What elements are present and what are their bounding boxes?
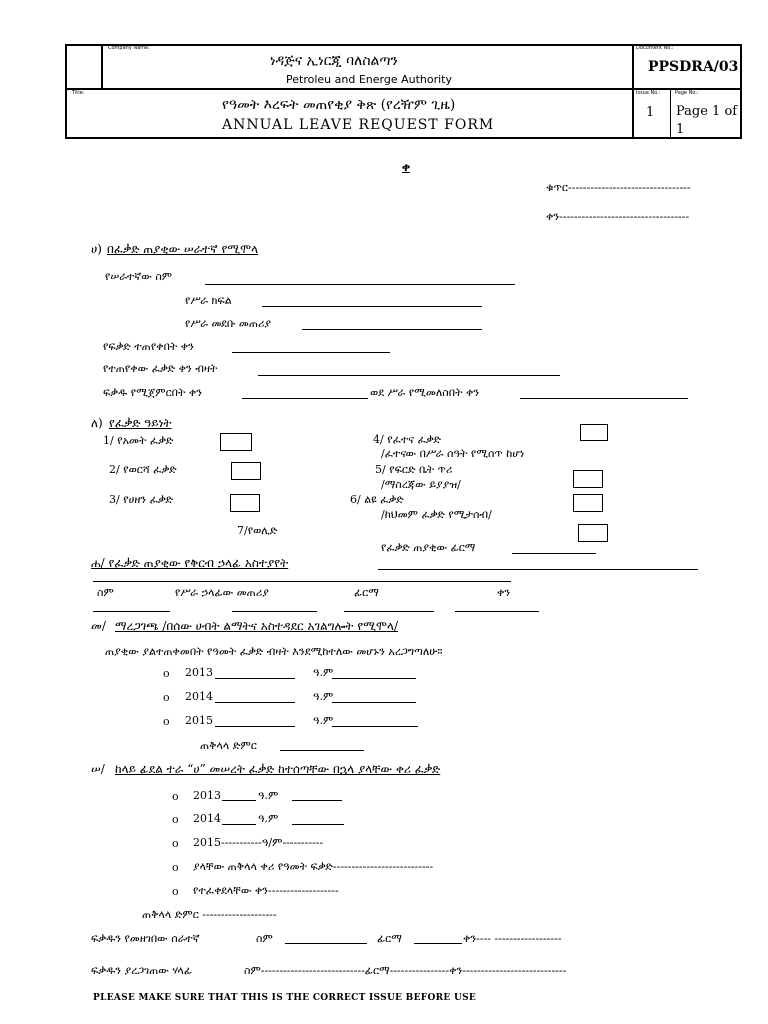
remaining-2013-suffix: ዓ.ም (258, 789, 279, 802)
verifier-label: ፍቃዱን ያረጋገጠው ሃላፊ (91, 964, 193, 977)
remaining-2013-label: 2013 (193, 789, 221, 802)
employee-name-label: የሠራተኛው ስም (105, 270, 173, 283)
days-requested-label: የተጠየቀው ፈቃድ ቀን ብዛት (103, 362, 218, 375)
supervisor-signature-field[interactable] (344, 611, 434, 612)
verifier-fields[interactable]: ስም----------------------------ፊርማ----------------ቀን---------------------------- (244, 964, 567, 977)
leave-type-exam-checkbox[interactable] (580, 424, 608, 441)
company-name-english: Petroleu and Energe Authority (286, 73, 452, 86)
year-2015-field[interactable] (215, 726, 295, 727)
remaining-total-row[interactable]: ያላቸው ጠቅላላ ቀሪ የዓመት ፍቃድ--------------------------- (193, 860, 434, 873)
registrar-name-field[interactable] (285, 943, 367, 944)
column-date: ቀን (497, 586, 511, 599)
section-e-heading: ከላይ ፊደል ተራ “ሀ” መሠረት ፈቃድ ከተሰጣቸው በኋላ ያላቸው ቀሪ ፈቃድ (115, 762, 441, 776)
department-label: የሥራ ክፍል (185, 294, 232, 307)
leave-type-maternity-label: 7/የወሊድ (237, 524, 278, 537)
remaining-2014-field[interactable] (222, 824, 256, 825)
leave-type-annual-label: 1/ የአመት ፈቃድ (103, 434, 174, 447)
verification-statement: ጠያቂው ያልተጠቀመበት የዓመት ፈቃድ ብዛት እንደሚከተለው መሆኑን አረጋግጣለሁ። (105, 645, 443, 658)
top-mark: ቀ (402, 160, 411, 174)
remaining-2013-field[interactable] (222, 800, 256, 801)
registrar-label: ፍቃዱን የመዘገበው ሰራተኛ (91, 932, 200, 945)
page-number-line2: 1 (676, 122, 685, 137)
leave-type-inheritance-label: 2/ የወርሻ ፈቃድ (109, 463, 177, 476)
bullet-icon: o (163, 691, 170, 704)
year-2013-field[interactable] (215, 678, 295, 679)
section-a-heading: በፈቃድ ጠያቂው ሠራተኛ የሚሞላ (107, 242, 259, 256)
leave-type-special-checkbox[interactable] (573, 494, 603, 512)
grand-total-row[interactable]: ጠቅላላ ድምር -------------------- (142, 908, 277, 921)
year-2014-days-field[interactable] (332, 702, 416, 703)
page-no-label: Page No.: (675, 90, 699, 96)
request-date-field[interactable] (232, 352, 390, 353)
year-2015-suffix: ዓ.ም (313, 714, 334, 727)
department-field[interactable] (262, 306, 482, 307)
remaining-2014-label: 2014 (193, 812, 221, 825)
requester-signature-field[interactable] (512, 553, 596, 554)
section-b-prefix: ለ) (91, 416, 103, 430)
company-name-amharic: ነዳጅና ኢነርጂ ባለስልጣን (270, 53, 398, 69)
footer-notice: PLEASE MAKE SURE THAT THIS IS THE CORRECT ISSUE BEFORE USE (93, 993, 477, 1003)
reference-number-field[interactable]: ቁጥር--------------------------------- (546, 181, 691, 194)
registrar-signature-field[interactable] (414, 943, 462, 944)
return-date-label: ወደ ሥራ የሚመለስበት ቀን (370, 386, 480, 399)
year-2013-suffix: ዓ.ም (313, 666, 334, 679)
year-2014-label: 2014 (185, 690, 213, 703)
column-name: ስም (97, 586, 114, 599)
return-date-field[interactable] (520, 398, 688, 399)
leave-type-bereavement-label: 3/ የሀዘን ፈቃድ (109, 493, 173, 506)
document-no: PPSDRA/03 (648, 59, 739, 75)
start-date-field[interactable] (242, 398, 368, 399)
supervisor-comment-field-2[interactable] (93, 581, 511, 582)
leave-type-annual-checkbox[interactable] (220, 433, 252, 451)
year-2013-label: 2013 (185, 666, 213, 679)
start-date-label: ፍቃዱ የሚጀምርበት ቀን (103, 386, 203, 399)
approved-days-row[interactable]: የተፈቀደላቸው ቀን------------------- (193, 884, 339, 897)
leave-type-exam-note: /ፈተናው በሥራ ሰዓት የሚሰጥ ከሆነ (381, 447, 525, 460)
title-label: Title: (72, 90, 85, 96)
supervisor-title-field[interactable] (232, 611, 317, 612)
leave-type-special-label: 6/ ልዩ ፈቃድ (350, 493, 404, 506)
request-date-label: የፍቃድ ተጠየቀበት ቀን (103, 340, 194, 353)
column-supervisor-title: የሥራ ኃላፊው መጠሪያ (175, 586, 269, 599)
registrar-signature-label: ፊርማ (377, 932, 402, 945)
leave-type-court-checkbox[interactable] (573, 470, 603, 488)
supervisor-comment-field-1[interactable] (378, 569, 698, 570)
registrar-name-label: ስም (256, 932, 273, 945)
leave-type-special-note: /ከህመም ፈቃድ የሚታሰብ/ (381, 508, 492, 521)
remaining-2015-row[interactable]: 2015-----------ዓ/ም----------- (193, 836, 324, 849)
bullet-icon: o (172, 861, 179, 874)
section-e-prefix: ሠ/ (91, 762, 105, 776)
leave-type-court-note: /ማስረጃው ይያያዝ/ (381, 478, 461, 491)
bullet-icon: o (172, 837, 179, 850)
remaining-2013-days-field[interactable] (292, 800, 342, 801)
section-a-prefix: ሀ) (91, 242, 102, 256)
leave-type-bereavement-checkbox[interactable] (230, 494, 260, 512)
days-requested-field[interactable] (258, 375, 560, 376)
issue-no-label: Issue No.: (636, 90, 661, 96)
remaining-2014-days-field[interactable] (292, 824, 344, 825)
supervisor-date-field[interactable] (455, 611, 539, 612)
job-title-field[interactable] (302, 329, 482, 330)
remaining-2014-suffix: ዓ.ም (258, 812, 279, 825)
leave-type-inheritance-checkbox[interactable] (231, 462, 261, 480)
date-field[interactable]: ቀን----------------------------------- (546, 210, 690, 223)
leave-type-maternity-checkbox[interactable] (578, 524, 608, 542)
bullet-icon: o (163, 667, 170, 680)
leave-type-court-label: 5/ የፍርድ ቤት ጥሪ (375, 463, 453, 476)
year-2013-days-field[interactable] (332, 678, 416, 679)
total-field[interactable] (280, 750, 364, 751)
column-signature: ፊርማ (354, 586, 379, 599)
employee-name-field[interactable] (205, 284, 515, 285)
form-title-amharic: የዓመት እረፍት መጠየቂያ ቅጽ (የረዥም ጊዜ) (222, 97, 456, 113)
year-2015-days-field[interactable] (332, 726, 418, 727)
bullet-icon: o (172, 885, 179, 898)
document-no-label: Document No.: (636, 45, 674, 51)
supervisor-name-field[interactable] (93, 611, 170, 612)
requester-signature-label: የፈቃድ ጠያቂው ፊርማ (381, 541, 476, 554)
section-d-heading: ማረጋገጫ /በሰው ሀብት ልማትና አስተዳደር አገልግሎት የሚሞላ/ (115, 619, 398, 633)
year-2014-suffix: ዓ.ም (313, 690, 334, 703)
bullet-icon: o (172, 790, 179, 803)
year-2014-field[interactable] (215, 702, 295, 703)
job-title-label: የሥራ መደቡ መጠሪያ (185, 317, 272, 330)
total-label: ጠቅላላ ድምር (200, 739, 257, 752)
section-b-heading: የፈቃድ ዓይነት (109, 416, 172, 430)
leave-type-exam-label: 4/ የፈተና ፈቃድ (373, 433, 441, 446)
page-number-line1: Page 1 of (676, 104, 738, 119)
issue-no: 1 (646, 105, 655, 120)
company-name-label: Company Name: (108, 45, 150, 51)
section-d-prefix: መ/ (91, 619, 106, 633)
year-2015-label: 2015 (185, 714, 213, 727)
bullet-icon: o (172, 813, 179, 826)
registrar-date-field[interactable]: ቀን---- ------------------ (463, 932, 562, 945)
bullet-icon: o (163, 715, 170, 728)
section-c-heading: ሐ/ የፈቃድ ጠያቂው የቅርብ ኃላፊ አስተያየት (91, 556, 289, 570)
form-title-english: ANNUAL LEAVE REQUEST FORM (222, 117, 495, 133)
